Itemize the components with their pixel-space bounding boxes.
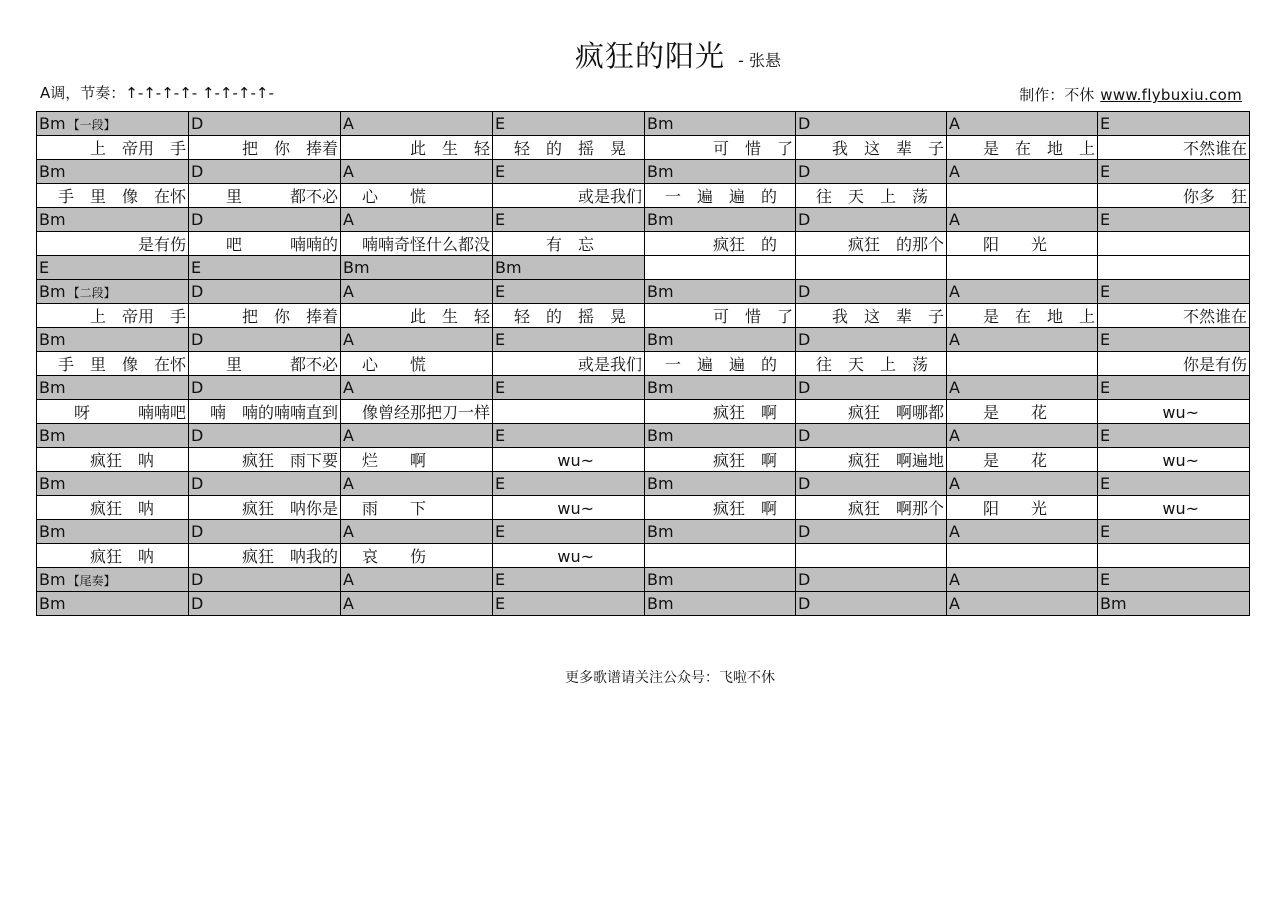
lyric-cell: 疯狂 的: [645, 232, 796, 256]
lyric-row: [37, 448, 1250, 472]
chord-symbol: E: [1100, 570, 1111, 589]
chord-cell: [37, 280, 189, 304]
chord-cell: [1098, 112, 1250, 136]
lyric-cell: [645, 544, 796, 568]
lyric-cell: 疯狂 啊哪都: [796, 400, 947, 424]
chord-cell: [645, 160, 796, 184]
chord-symbol: Bm: [39, 522, 66, 541]
chord-symbol: D: [191, 378, 204, 397]
chord-symbol: Bm: [495, 258, 522, 277]
chord-cell: [37, 112, 189, 136]
lyric-row: [37, 232, 1250, 256]
chord-symbol: E: [1100, 522, 1111, 541]
chord-symbol: Bm: [39, 114, 66, 133]
chord-cell: [947, 376, 1098, 400]
lyric-cell: 阳 光: [947, 496, 1098, 520]
chord-cell: [189, 280, 341, 304]
chord-cell: [493, 208, 645, 232]
lyric-cell: [1098, 232, 1250, 256]
chord-cell: [645, 424, 796, 448]
chord-symbol: Bm: [39, 282, 66, 301]
chord-cell: [947, 280, 1098, 304]
chord-symbol: A: [343, 114, 354, 133]
song-title: 疯狂的阳光: [575, 39, 726, 73]
chord-symbol: A: [949, 594, 960, 613]
lyric-cell: 喃 喃的喃喃直到: [189, 400, 341, 424]
lyric-cell: [796, 544, 947, 568]
artist-name: - 张悬: [738, 51, 781, 70]
section-label: 【二段】: [67, 286, 116, 300]
chord-symbol: Bm: [39, 594, 66, 613]
chord-symbol: D: [798, 162, 811, 181]
lyric-cell: [1098, 544, 1250, 568]
chord-cell: [947, 472, 1098, 496]
chord-symbol: A: [343, 162, 354, 181]
chord-symbol: Bm: [39, 162, 66, 181]
chord-cell: [947, 424, 1098, 448]
chord-cell: [645, 280, 796, 304]
chord-row: [37, 568, 1250, 592]
lyric-row: [37, 544, 1250, 568]
chord-cell: [493, 424, 645, 448]
chord-symbol: E: [1100, 330, 1111, 349]
chord-cell: [796, 472, 947, 496]
chord-symbol: A: [949, 570, 960, 589]
chord-symbol: D: [191, 330, 204, 349]
chord-cell: [1098, 376, 1250, 400]
chord-cell: [947, 160, 1098, 184]
lyric-cell: 是 在 地 上: [947, 136, 1098, 160]
chord-cell: [341, 520, 493, 544]
chord-cell: [1098, 160, 1250, 184]
chord-symbol: A: [949, 474, 960, 493]
credit: [1019, 84, 1242, 105]
chord-symbol: E: [495, 426, 506, 445]
lyric-cell: 有 忘: [493, 232, 645, 256]
lyric-cell: 可 惜 了: [645, 304, 796, 328]
lyric-cell: 心 慌: [341, 352, 493, 376]
chord-symbol: E: [495, 378, 506, 397]
chord-symbol: A: [949, 426, 960, 445]
chord-symbol: E: [495, 594, 506, 613]
chord-cell: [189, 112, 341, 136]
lyric-cell: 往 天 上 荡: [796, 184, 947, 208]
chord-cell: [1098, 520, 1250, 544]
chord-symbol: Bm: [647, 114, 674, 133]
chord-symbol: E: [495, 474, 506, 493]
chord-symbol: E: [39, 258, 50, 277]
lyric-cell: 疯狂 雨下要: [189, 448, 341, 472]
chord-lyric-grid: [36, 111, 1250, 616]
lyric-cell: 里 都不必: [189, 352, 341, 376]
chord-cell: [645, 112, 796, 136]
lyric-cell: 里 都不必: [189, 184, 341, 208]
lyric-cell: 手 里 像 在怀: [37, 184, 189, 208]
chord-cell: [341, 208, 493, 232]
chord-cell: [947, 208, 1098, 232]
chord-cell: [493, 112, 645, 136]
chord-row: [37, 256, 1250, 280]
chord-cell: [189, 472, 341, 496]
chord-row: [37, 280, 1250, 304]
chord-cell: [645, 472, 796, 496]
lyric-cell: 上 帝用 手: [37, 304, 189, 328]
chord-cell: [947, 112, 1098, 136]
chord-symbol: Bm: [39, 210, 66, 229]
website-link[interactable]: www.flybuxiu.com: [1100, 86, 1242, 104]
chord-symbol: E: [1100, 474, 1111, 493]
chord-symbol: Bm: [647, 522, 674, 541]
chord-symbol: A: [949, 378, 960, 397]
chord-cell: [341, 424, 493, 448]
chord-row: [37, 592, 1250, 616]
chord-cell: [796, 376, 947, 400]
lyric-cell: 吧 喃喃的: [189, 232, 341, 256]
chord-cell: [189, 592, 341, 616]
key-rhythm-info: A调，节奏：↑-↑-↑-↑- ↑-↑-↑-↑-: [40, 84, 274, 102]
chord-symbol: Bm: [647, 210, 674, 229]
chord-cell: [645, 256, 796, 280]
lyric-cell: wu~: [1098, 496, 1250, 520]
chord-symbol: D: [191, 522, 204, 541]
chord-cell: [645, 376, 796, 400]
chord-symbol: Bm: [39, 378, 66, 397]
lyric-cell: 雨 下: [341, 496, 493, 520]
lyric-cell: 像曾经那把刀一样: [341, 400, 493, 424]
chord-cell: [493, 520, 645, 544]
chord-symbol: A: [343, 570, 354, 589]
chord-symbol: D: [798, 474, 811, 493]
chord-symbol: E: [1100, 426, 1111, 445]
chord-cell: [341, 568, 493, 592]
lyric-cell: 心 慌: [341, 184, 493, 208]
chord-cell: [947, 520, 1098, 544]
lyric-cell: 哀 伤: [341, 544, 493, 568]
chord-cell: [493, 568, 645, 592]
chord-cell: [796, 520, 947, 544]
chord-cell: [37, 328, 189, 352]
lyric-cell: wu~: [493, 544, 645, 568]
chord-cell: [493, 472, 645, 496]
lyric-cell: wu~: [1098, 448, 1250, 472]
chord-cell: [341, 472, 493, 496]
chord-cell: [1098, 256, 1250, 280]
chord-symbol: Bm: [343, 258, 370, 277]
chord-symbol: D: [191, 114, 204, 133]
chord-symbol: Bm: [39, 330, 66, 349]
song-header: [0, 34, 1286, 75]
chord-symbol: Bm: [647, 282, 674, 301]
lyric-cell: 不然谁在: [1098, 136, 1250, 160]
chord-cell: [341, 256, 493, 280]
chord-symbol: D: [798, 378, 811, 397]
lyric-cell: 或是我们: [493, 352, 645, 376]
chord-cell: [796, 208, 947, 232]
chord-cell: [37, 568, 189, 592]
chord-symbol: Bm: [39, 474, 66, 493]
lyric-cell: 你多 狂: [1098, 184, 1250, 208]
lyric-row: [37, 304, 1250, 328]
chord-symbol: A: [949, 330, 960, 349]
chord-symbol: E: [1100, 162, 1111, 181]
chord-cell: [796, 328, 947, 352]
chord-row: [37, 376, 1250, 400]
chord-cell: [341, 112, 493, 136]
chord-symbol: A: [343, 522, 354, 541]
chord-cell: [189, 160, 341, 184]
lyric-cell: 一 遍 遍 的: [645, 184, 796, 208]
chord-symbol: D: [191, 426, 204, 445]
chord-cell: [341, 328, 493, 352]
chord-symbol: Bm: [647, 594, 674, 613]
chord-cell: [796, 112, 947, 136]
section-label: 【尾奏】: [67, 574, 116, 588]
chord-symbol: E: [1100, 282, 1111, 301]
lyric-row: [37, 352, 1250, 376]
chord-cell: [796, 160, 947, 184]
lyric-cell: 我 这 辈 子: [796, 304, 947, 328]
lyric-cell: 呀 喃喃吧: [37, 400, 189, 424]
lyric-cell: wu~: [1098, 400, 1250, 424]
chord-cell: [947, 592, 1098, 616]
lyric-cell: 是 花: [947, 400, 1098, 424]
lyric-cell: [947, 184, 1098, 208]
chord-row: [37, 112, 1250, 136]
chord-cell: [37, 472, 189, 496]
chord-symbol: Bm: [39, 426, 66, 445]
lyric-cell: 疯狂 啊: [645, 496, 796, 520]
lyric-cell: 疯狂 呐: [37, 448, 189, 472]
chord-symbol: E: [495, 330, 506, 349]
chord-symbol: E: [495, 162, 506, 181]
chord-row: [37, 160, 1250, 184]
chord-cell: [493, 280, 645, 304]
lyric-cell: 疯狂 呐: [37, 496, 189, 520]
chord-cell: [493, 160, 645, 184]
chord-symbol: E: [495, 210, 506, 229]
chord-cell: [947, 256, 1098, 280]
chord-symbol: D: [191, 594, 204, 613]
chord-cell: [341, 376, 493, 400]
lyric-cell: 不然谁在: [1098, 304, 1250, 328]
chord-symbol: D: [191, 474, 204, 493]
lyric-cell: 你是有伤: [1098, 352, 1250, 376]
chord-cell: [189, 568, 341, 592]
chord-symbol: D: [798, 522, 811, 541]
lyric-cell: 疯狂 啊那个: [796, 496, 947, 520]
section-label: 【一段】: [67, 118, 116, 132]
lyric-cell: 喃喃奇怪什么都没: [341, 232, 493, 256]
chord-symbol: E: [1100, 210, 1111, 229]
chord-symbol: A: [343, 426, 354, 445]
chord-row: [37, 424, 1250, 448]
chord-row: [37, 520, 1250, 544]
chord-cell: [796, 256, 947, 280]
chord-symbol: D: [798, 594, 811, 613]
chord-cell: [341, 280, 493, 304]
chord-symbol: D: [798, 426, 811, 445]
chord-symbol: Bm: [647, 162, 674, 181]
chord-cell: [37, 424, 189, 448]
chord-symbol: A: [343, 378, 354, 397]
lyric-cell: [947, 544, 1098, 568]
chord-symbol: E: [191, 258, 202, 277]
chord-symbol: A: [949, 114, 960, 133]
lyric-row: [37, 496, 1250, 520]
chord-cell: [1098, 328, 1250, 352]
chord-cell: [796, 592, 947, 616]
chord-cell: [493, 376, 645, 400]
chord-symbol: E: [495, 114, 506, 133]
lyric-cell: 是 在 地 上: [947, 304, 1098, 328]
lyric-cell: 疯狂 的那个: [796, 232, 947, 256]
chord-cell: [1098, 280, 1250, 304]
chord-symbol: A: [343, 210, 354, 229]
chord-symbol: D: [798, 114, 811, 133]
lyric-row: [37, 136, 1250, 160]
chord-symbol: A: [343, 474, 354, 493]
chord-symbol: D: [191, 282, 204, 301]
chord-cell: [645, 208, 796, 232]
chord-symbol: A: [343, 330, 354, 349]
chord-cell: [645, 568, 796, 592]
chord-cell: [1098, 568, 1250, 592]
lyric-cell: 我 这 辈 子: [796, 136, 947, 160]
made-by: 制作：不休: [1019, 86, 1095, 104]
chord-symbol: Bm: [647, 426, 674, 445]
chord-symbol: Bm: [647, 378, 674, 397]
chord-cell: [947, 568, 1098, 592]
chord-row: [37, 328, 1250, 352]
chord-cell: [1098, 472, 1250, 496]
lyric-cell: wu~: [493, 496, 645, 520]
lyric-cell: 烂 啊: [341, 448, 493, 472]
lyric-cell: 此 生 轻: [341, 304, 493, 328]
chord-cell: [189, 256, 341, 280]
chord-cell: [341, 592, 493, 616]
chord-symbol: A: [343, 594, 354, 613]
lyric-cell: 疯狂 啊: [645, 448, 796, 472]
lyric-cell: 把 你 捧着: [189, 136, 341, 160]
chord-cell: [796, 280, 947, 304]
chord-cell: [37, 520, 189, 544]
chord-cell: [189, 376, 341, 400]
lyric-cell: 疯狂 啊遍地: [796, 448, 947, 472]
chord-cell: [37, 208, 189, 232]
chord-symbol: E: [495, 570, 506, 589]
lyric-cell: 手 里 像 在怀: [37, 352, 189, 376]
chord-symbol: D: [798, 210, 811, 229]
lyric-cell: 阳 光: [947, 232, 1098, 256]
lyric-cell: 疯狂 啊: [645, 400, 796, 424]
lyric-cell: 轻 的 摇 晃: [493, 304, 645, 328]
chord-symbol: E: [495, 282, 506, 301]
lyric-cell: 一 遍 遍 的: [645, 352, 796, 376]
chord-symbol: Bm: [39, 570, 66, 589]
chord-symbol: D: [798, 570, 811, 589]
chord-symbol: D: [798, 330, 811, 349]
lyric-row: [37, 400, 1250, 424]
chord-symbol: Bm: [647, 570, 674, 589]
chord-cell: [645, 520, 796, 544]
lyric-cell: 是有伤: [37, 232, 189, 256]
chord-cell: [37, 376, 189, 400]
lyric-cell: 疯狂 呐: [37, 544, 189, 568]
chord-cell: [341, 160, 493, 184]
chord-cell: [189, 520, 341, 544]
chord-cell: [493, 328, 645, 352]
chord-cell: [189, 424, 341, 448]
chord-symbol: A: [343, 282, 354, 301]
chord-symbol: A: [949, 162, 960, 181]
lyric-cell: [947, 352, 1098, 376]
chord-symbol: Bm: [647, 474, 674, 493]
lyric-row: [37, 184, 1250, 208]
chord-symbol: Bm: [1100, 594, 1127, 613]
chord-cell: [37, 592, 189, 616]
chord-symbol: Bm: [647, 330, 674, 349]
chord-cell: [1098, 208, 1250, 232]
chord-cell: [493, 592, 645, 616]
lyric-cell: 往 天 上 荡: [796, 352, 947, 376]
lyric-cell: 此 生 轻: [341, 136, 493, 160]
chord-symbol: D: [191, 570, 204, 589]
grid-body: [37, 112, 1250, 616]
chord-cell: [796, 424, 947, 448]
lyric-cell: 疯狂 呐你是: [189, 496, 341, 520]
lyric-cell: 把 你 捧着: [189, 304, 341, 328]
chord-cell: [37, 160, 189, 184]
chord-cell: [645, 592, 796, 616]
lyric-cell: 轻 的 摇 晃: [493, 136, 645, 160]
chord-cell: [37, 256, 189, 280]
chord-symbol: E: [1100, 378, 1111, 397]
lyric-cell: 疯狂 呐我的: [189, 544, 341, 568]
chord-symbol: A: [949, 522, 960, 541]
chord-cell: [189, 328, 341, 352]
chord-cell: [1098, 592, 1250, 616]
lyric-cell: 上 帝用 手: [37, 136, 189, 160]
chord-row: [37, 472, 1250, 496]
chord-cell: [645, 328, 796, 352]
chord-cell: [796, 568, 947, 592]
chord-symbol: D: [191, 162, 204, 181]
lyric-cell: 或是我们: [493, 184, 645, 208]
chord-row: [37, 208, 1250, 232]
chord-symbol: D: [191, 210, 204, 229]
chord-cell: [493, 256, 645, 280]
lyric-cell: 是 花: [947, 448, 1098, 472]
lyric-cell: 可 惜 了: [645, 136, 796, 160]
chord-cell: [947, 328, 1098, 352]
lyric-cell: wu~: [493, 448, 645, 472]
chord-symbol: E: [1100, 114, 1111, 133]
chord-cell: [189, 208, 341, 232]
chord-symbol: D: [798, 282, 811, 301]
chord-symbol: A: [949, 282, 960, 301]
chord-symbol: A: [949, 210, 960, 229]
lyric-cell: [493, 400, 645, 424]
footer-note: 更多歌谱请关注公众号：飞啦不休: [565, 670, 775, 686]
chord-cell: [1098, 424, 1250, 448]
chord-symbol: E: [495, 522, 506, 541]
